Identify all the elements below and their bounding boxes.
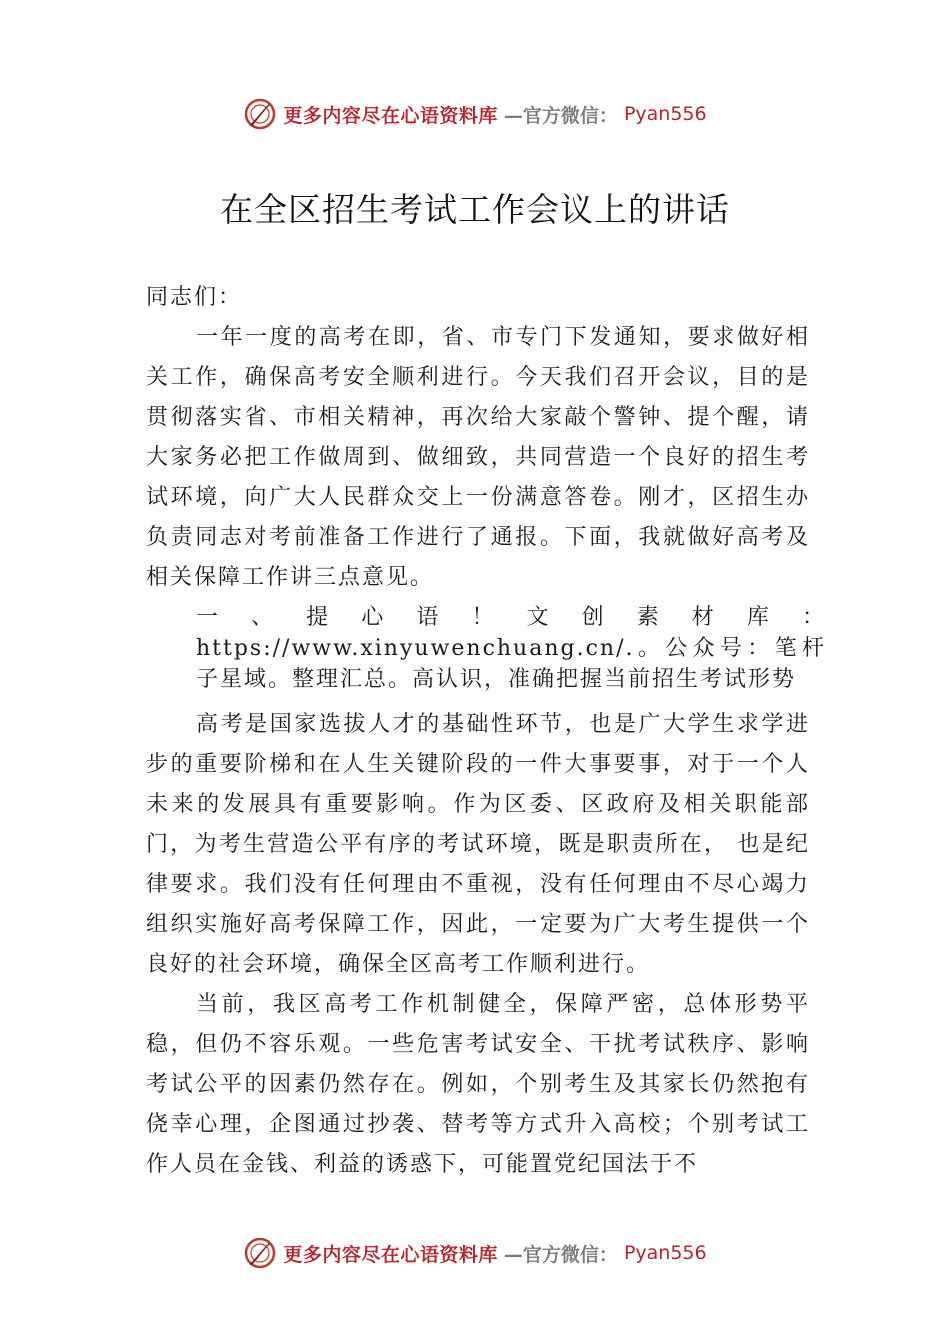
paragraph-intro: 一年一度的高考在即，省、市专门下发通知，要求做好相关工作，确保高考安全顺利进行。今天我们召开会议，目的是贯彻落实省、市相关精神，再次给大家敲个警钟、提个醒，请大家务必把工作做周到、做细致，共同营造一个良好的招生考试环境，向广大人民群众交上一份满意答卷。刚才，区招生办负责同志对考前准备工作进行了通报。下面，我就做好高考及相关保障工作讲三点意见。 bbox=[146, 325, 810, 590]
paragraph-importance: 高考是国家选拔人才的基础性环节，也是广大学生求学进步的重要阶梯和在人生关键阶段的一件大事要事，对于一个人未来的发展具有重要影响。作为区委、区政府及相关职能部门，为考生营造公平有序的考试环境，既是职责所在， 也是纪律要求。我们没有任何理由不重视，没有任何理由不尽心竭力组织实施好高考保障工作，因此，一定要为广大考生提供一个良好的社会环境，确保全区高考工作顺利进行。 bbox=[146, 712, 810, 977]
banner-library-text: 更多内容尽在心语资料库 bbox=[283, 104, 498, 127]
section-heading: 一、提心语！文创素材库：https://www.xinyuwenchuang.cn/.。公众号：笔杆子星域。整理汇总。高认识，准确把握当前招生考试形势 bbox=[196, 605, 826, 692]
banner-wechat-id: Pyan556 bbox=[623, 103, 707, 125]
banner-library-text: 更多内容尽在心语资料库 bbox=[283, 1243, 498, 1266]
pen-nib-logo-icon bbox=[243, 1236, 277, 1270]
footer-banner bbox=[0, 1231, 950, 1275]
document-title: 在全区招生考试工作会议上的讲话 bbox=[220, 190, 730, 229]
header-banner bbox=[0, 92, 950, 136]
document-body bbox=[146, 278, 826, 1185]
banner-wechat-id: Pyan556 bbox=[623, 1242, 707, 1264]
banner-wechat-label: —官方微信： bbox=[503, 1243, 618, 1266]
salutation: 同志们： bbox=[146, 285, 243, 310]
banner-wechat-label: —官方微信： bbox=[503, 104, 618, 127]
paragraph-situation: 当前，我区高考工作机制健全，保障严密，总体形势平稳，但仍不容乐观。一些危害考试安全、干扰考试秩序、影响考试公平的因素仍然存在。例如，个别考生及其家长仍然抱有侥幸心理，企图通过抄袭、替考等方式升入高校；个别考试工作人员在金钱、利益的诱惑下，可能置党纪国法于不 bbox=[146, 992, 810, 1177]
pen-nib-logo-icon bbox=[243, 97, 277, 131]
